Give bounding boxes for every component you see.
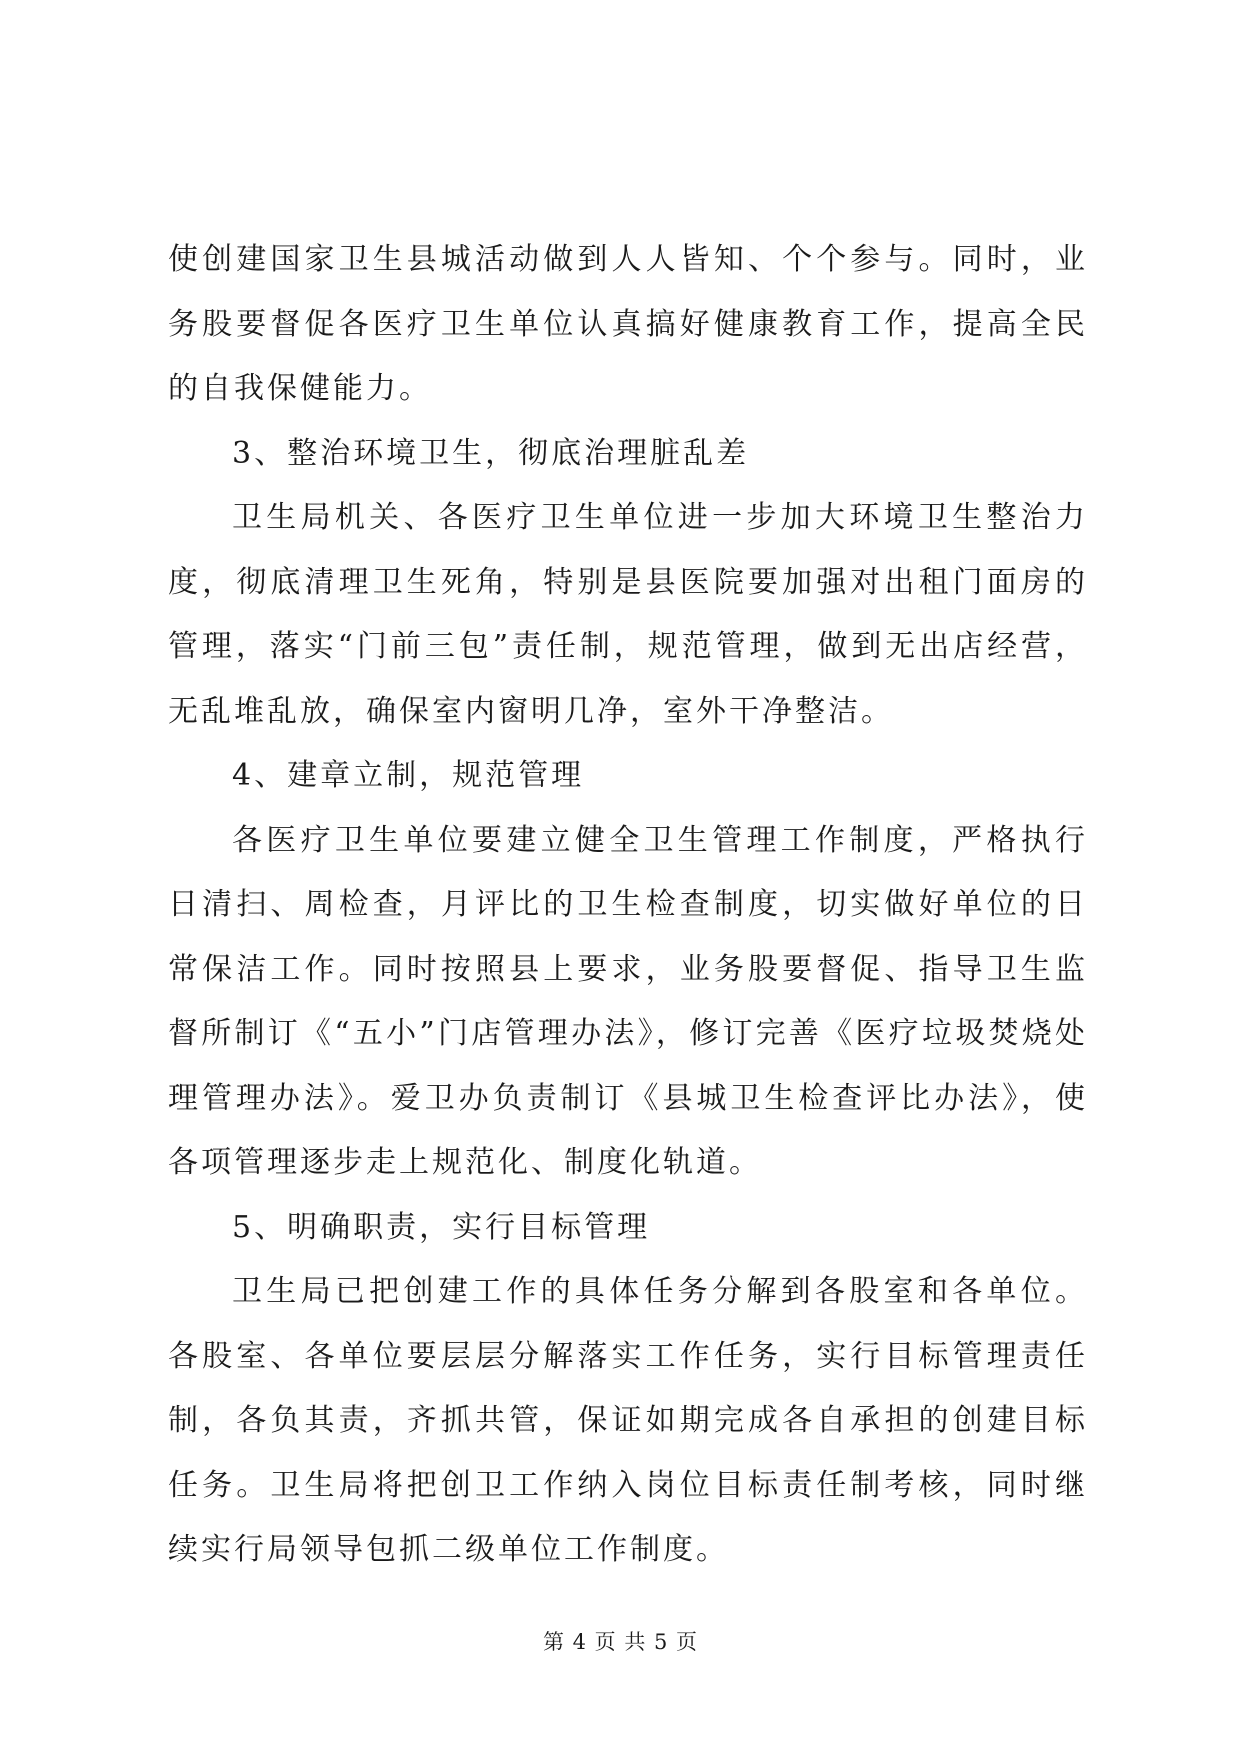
page-number-footer: 第 4 页 共 5 页 <box>542 1630 699 1654</box>
section-heading-3: 3、整治环境卫生，彻底治理脏乱差 <box>232 435 750 471</box>
paragraph-regulations: 各医疗卫生单位要建立健全卫生管理工作制度，严格执行日清扫、周检查，月评比的卫生检查制度，切实做好单位的日常保洁工作。同时按照县上要求，业务股要督促、指导卫生监督所制订《“五小”门店管理办法》，修订完善《医疗垃圾焚烧处理管理办法》。爱卫办负责制订《县城卫生检查评比办法》，使各项管理逐步走上规范化、制度化轨道。 <box>168 822 1088 1180</box>
section-heading-4: 4、建章立制，规范管理 <box>232 758 585 793</box>
section-heading-5: 5、明确职责，实行目标管理 <box>232 1209 651 1245</box>
paragraph-intro: 使创建国家卫生县城活动做到人人皆知、个个参与。同时，业务股要督促各医疗卫生单位认真搞好健康教育工作，提高全民的自我保健能力。 <box>168 242 1088 406</box>
document-body <box>168 228 1088 1583</box>
paragraph-environment: 卫生局机关、各医疗卫生单位进一步加大环境卫生整治力度，彻底清理卫生死角，特别是县医院要加强对出租门面房的管理，落实“门前三包”责任制，规范管理，做到无出店经营，无乱堆乱放，确保室内窗明几净，室外干净整洁。 <box>168 500 1088 729</box>
paragraph-responsibilities: 卫生局已把创建工作的具体任务分解到各股室和各单位。各股室、各单位要层层分解落实工作任务，实行目标管理责任制，各负其责，齐抓共管，保证如期完成各自承担的创建目标任务。卫生局将把创卫工作纳入岗位目标责任制考核，同时继续实行局领导包抓二级单位工作制度。 <box>168 1274 1088 1567</box>
